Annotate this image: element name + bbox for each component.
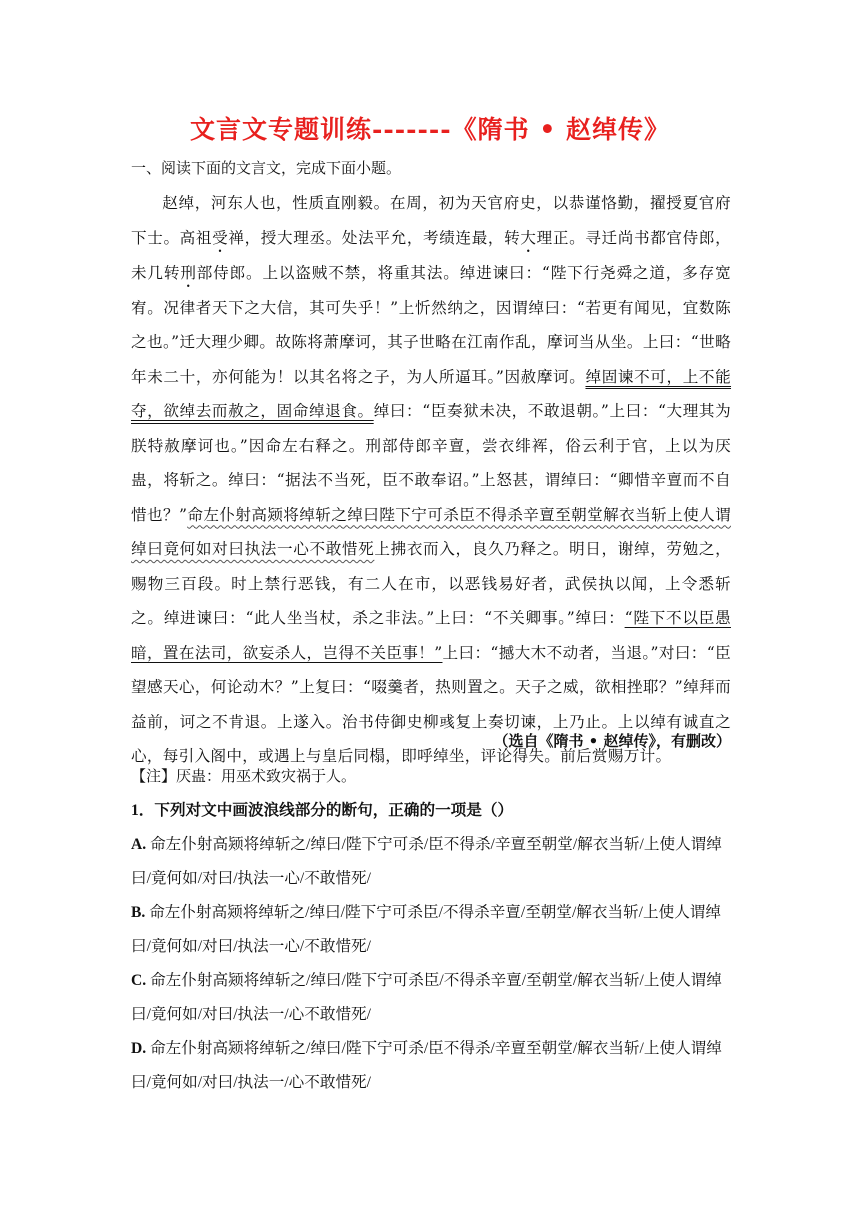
option-d: [131, 1032, 731, 1100]
question-stem: 1．下列对文中画波浪线部分的断句，正确的一项是（）: [131, 802, 514, 819]
source-citation: （选自《隋书 • 赵绰传》，有删改）: [493, 732, 731, 750]
passage-text: 上曰：“撼大木不动者，当退。”对曰：“臣望感天心，何论动木？”上复曰：“啜羹者，热则置之。天子之威，欲相挫耶？”绰拜而益前，诃之不肯退。上遂入。治书侍御史柳彧复上奏切谏，上乃止。上以绰有诚直之心，每引入阁中，或遇上与皇后同榻，即呼绰坐，评论得失。前后赏赐万计。: [131, 643, 731, 765]
section-instruction: 一、阅读下面的文言文，完成下面小题。: [131, 159, 402, 177]
passage-text: 上拂衣而入，良久乃释之。明日，谢绰，劳勉之，赐物三百段。时上禁行恶钱，有二人在市，以恶钱易好者，武侯执以闻，上令悉斩之。绰进谏曰：“此人坐当杖，杀之非法。”上曰：“不关卿事。”绰曰：: [131, 540, 731, 627]
passage-text: 部侍郎。上以盗贼不禁，将重其法。绰进谏曰：“陛下行尧舜之道，多存宽宥。况律者天下之大信，其可失乎！”上忻然纳之，因谓绰曰：“若更有闻见，宜数陈之也。”迁大理少卿。故陈将萧摩诃，其子世略在江南作乱，摩诃当从坐。上曰：“世略年未二十，亦何能为！以其名将之子，为人所逼耳。”因赦摩诃。: [131, 263, 731, 386]
underlined-sentence-1: 绰固谏不可，上不能夺，欲绰去而赦之，固命绰退食。: [131, 367, 732, 420]
passage-text: 绰曰：“臣奏狱未决，不敢退朝。”上曰：“大理其为朕特赦摩诃也。”因命左右释之。刑部侍郎辛亶，尝衣绯裈，俗云利于官，上以为厌蛊，将斩之。绰曰：“据法不当死，臣不敢奉诏。”上怒甚，谓绰曰：“卿惜辛亶而不自惜也？”: [131, 402, 731, 524]
option-c: [131, 964, 731, 1032]
option-text: 命左仆射高颎将绰斩之/绰曰/陛下宁可杀臣/不得杀辛亶/至朝堂/解衣当斩/上使人谓绰曰/竟何如/对曰/执法一/心不敢惜死/: [131, 972, 722, 1023]
option-letter: B.: [131, 904, 146, 921]
option-a: [131, 828, 731, 896]
dotted-char: 受: [212, 228, 229, 247]
option-text: 命左仆射高颎将绰斩之/绰曰/陛下宁可杀/臣不得杀/辛亶至朝堂/解衣当斩/上使人谓绰曰/竟何如/对曰/执法一/心不敢惜死/: [131, 1040, 722, 1091]
classical-passage: [131, 186, 731, 774]
option-text: 命左仆射高颎将绰斩之/绰曰/陛下宁可杀臣/不得杀辛亶/至朝堂/解衣当斩/上使人谓绰曰/竟何如/对曰/执法一心/不敢惜死/: [131, 904, 721, 955]
wavy-underlined-segment: 命左仆射高颎将绰斩之绰曰陛下宁可杀臣不得杀辛亶至朝堂解衣当斩上使人谓绰曰竟何如对曰执法一心不敢惜死: [131, 505, 731, 558]
annotation-note: 【注】厌蛊：用巫术致灾祸于人。: [131, 767, 357, 785]
passage-text: 赵绰，河东人也，性质直刚毅。在周，初为天官府史，以恭谨恪勤，擢授夏官府下士。高祖: [131, 194, 731, 247]
option-letter: A.: [131, 836, 147, 853]
dotted-char: 大: [520, 228, 537, 247]
passage-text: 理正。寻迁尚书都官侍郎，未几转: [131, 228, 731, 282]
dotted-char: 刑: [180, 263, 197, 282]
option-text: 命左仆射高颎将绰斩之/绰曰/陛下宁可杀/臣不得杀/辛亶至朝堂/解衣当斩/上使人谓绰曰/竟何如/对曰/执法一心/不敢惜死/: [131, 836, 722, 887]
passage-paragraph: [131, 186, 731, 774]
passage-text: 禅，授大理丞。处法平允，考绩连最，转: [228, 228, 521, 247]
underlined-sentence-2: “陛下不以臣愚暗，置在法司，欲妄杀人，岂得不关臣事！”: [131, 609, 731, 662]
option-letter: C.: [131, 972, 147, 989]
document-title: 文言文专题训练-------《隋书 • 赵绰传》: [189, 115, 671, 144]
option-b: [131, 896, 731, 964]
option-letter: D.: [131, 1040, 147, 1057]
